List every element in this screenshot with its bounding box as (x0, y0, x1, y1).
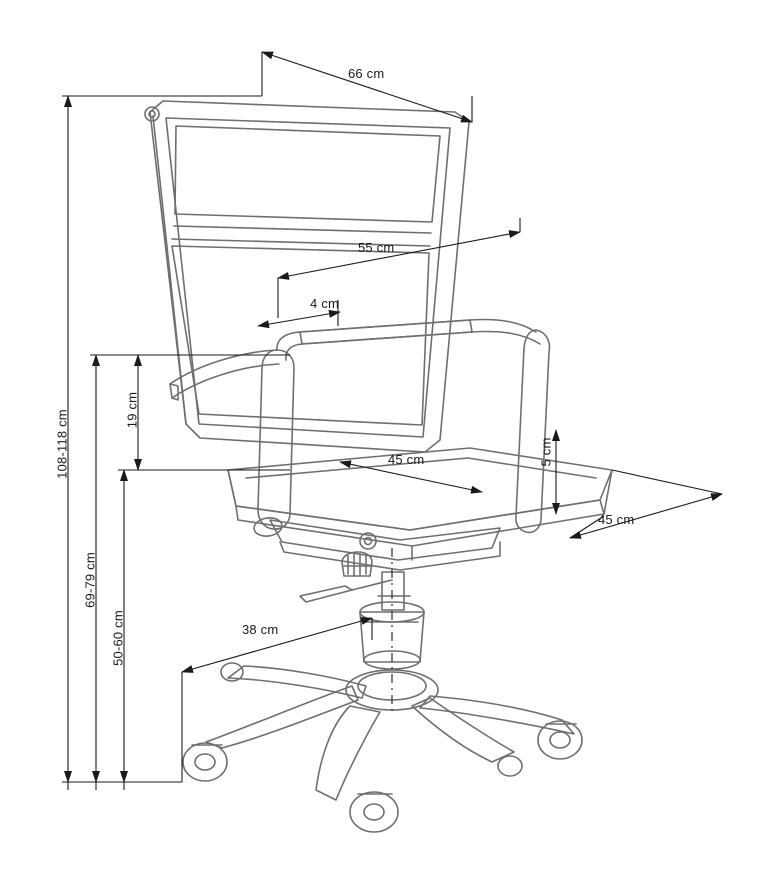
dimension-label-seat-height: 50-60 cm (110, 610, 126, 666)
dimension-label-base-diameter: 38 cm (242, 622, 279, 637)
dimension-label-backrest-height: 69-79 cm (82, 552, 98, 608)
dimension-label-seat-thickness: 5 cm (538, 437, 554, 467)
dimension-label-backrest-width: 66 cm (348, 66, 385, 81)
dimension-label-armrest-height: 19 cm (124, 391, 140, 429)
dimension-label-seat-depth: 45 cm (598, 512, 635, 527)
dimension-lines (62, 52, 722, 790)
dimension-label-armrest-offset: 4 cm (310, 296, 339, 311)
dimension-label-total-height: 108-118 cm (54, 409, 70, 479)
chair-illustration (145, 101, 612, 832)
dimension-label-seat-depth-total: 55 cm (358, 240, 395, 255)
dimension-label-seat-width: 45 cm (388, 452, 425, 467)
